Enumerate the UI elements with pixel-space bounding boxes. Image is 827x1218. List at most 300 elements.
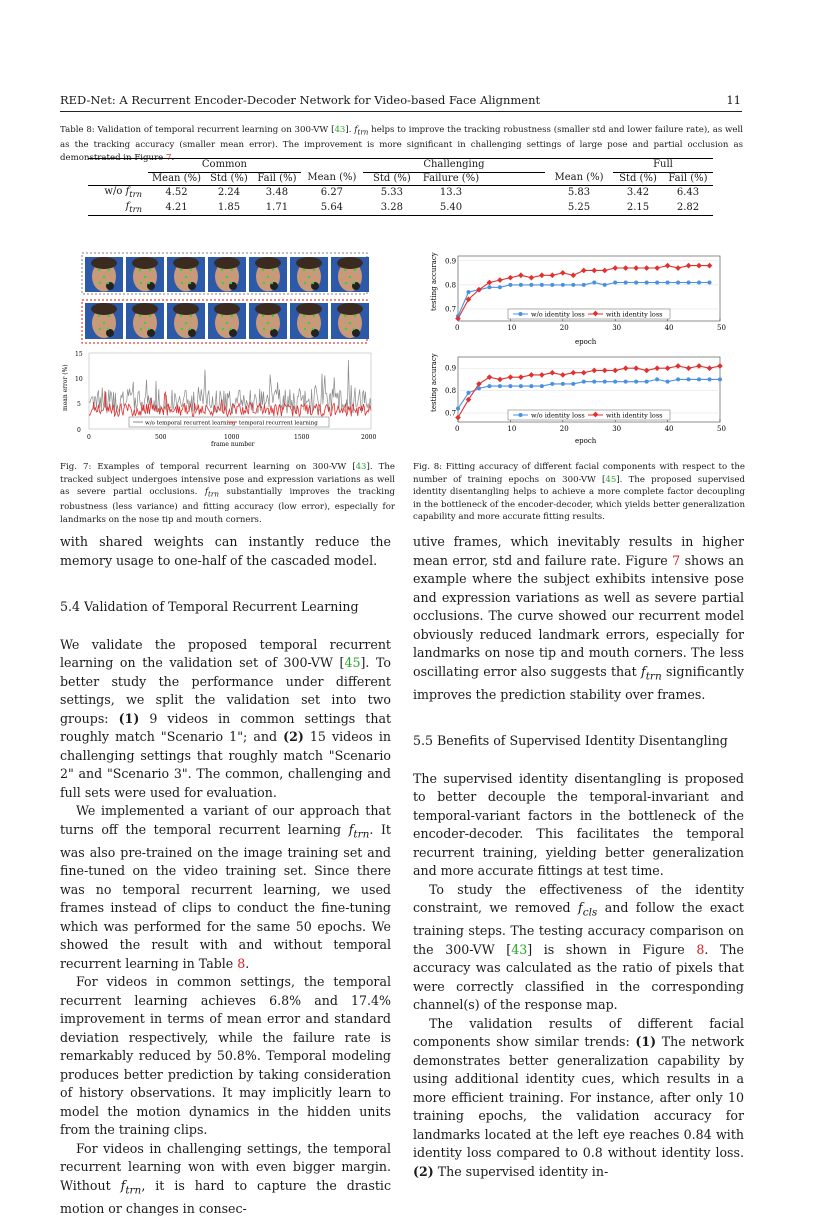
x-tick-label: 0: [87, 434, 91, 441]
legend-label: w/o identity loss: [531, 411, 585, 420]
citation-link[interactable]: 43: [334, 125, 346, 135]
table-cell: 5.25: [545, 201, 613, 216]
math-subscript: trn: [129, 203, 142, 214]
table-cell: 5.33: [380, 187, 404, 198]
text: We implemented a variant of our approach that turns off the temporal recurrent learning: [60, 803, 391, 837]
hair-shape: [255, 257, 281, 269]
data-point-wo-identity: [634, 380, 638, 384]
bold-text: (1): [118, 710, 140, 726]
landmark-point: [304, 328, 306, 330]
hair-shape: [132, 257, 158, 269]
landmark-point: [149, 315, 151, 317]
data-point-wo-identity: [592, 380, 596, 384]
landmark-point: [103, 276, 105, 278]
data-point-with-identity: [696, 263, 702, 269]
data-point-wo-identity: [655, 377, 659, 381]
data-point-with-identity: [644, 368, 650, 374]
data-point-wo-identity: [550, 382, 554, 386]
legend-label: with identity loss: [606, 310, 663, 319]
figure-link[interactable]: 8: [696, 941, 705, 957]
data-point-with-identity: [591, 368, 597, 374]
hair-shape: [173, 257, 199, 269]
landmark-point: [267, 322, 269, 324]
data-point-with-identity: [612, 265, 618, 271]
data-point-wo-identity: [466, 290, 470, 294]
hair-shape: [255, 303, 281, 315]
data-point-with-identity: [539, 272, 545, 278]
landmark-point: [303, 315, 305, 317]
hair-shape: [296, 257, 322, 269]
landmark-point: [354, 269, 356, 271]
x-tick-label: 1000: [224, 434, 240, 441]
data-point-with-identity: [560, 270, 566, 276]
landmark-point: [189, 328, 191, 330]
text: utive frames, which inevitably results in higher mean error, std and failure rate. Figure: [413, 534, 744, 568]
column-header: Std (%): [205, 172, 253, 186]
landmark-point: [148, 328, 150, 330]
data-point-wo-identity: [529, 283, 533, 287]
landmark-point: [221, 269, 223, 271]
left-column: [60, 533, 391, 1218]
column-header: Std (%): [613, 172, 663, 186]
landmark-point: [303, 269, 305, 271]
landmark-point: [271, 328, 273, 330]
data-point-with-identity: [665, 365, 671, 371]
landmark-point: [144, 276, 146, 278]
landmark-point: [262, 269, 264, 271]
data-point-with-identity: [654, 265, 660, 271]
group-header: Common: [148, 159, 301, 173]
caption-text: .: [171, 152, 175, 163]
data-point-with-identity: [497, 377, 503, 383]
landmark-point: [354, 315, 356, 317]
data-point-with-identity: [570, 272, 576, 278]
data-point-with-identity: [497, 277, 503, 283]
data-point-wo-identity: [718, 377, 722, 381]
bold-text: (2): [283, 729, 304, 744]
table-link[interactable]: 8: [237, 955, 246, 971]
table-cell: 13.3: [439, 187, 463, 198]
y-tick-label: 0.7: [445, 305, 457, 314]
landmark-point: [262, 315, 264, 317]
data-point-wo-identity: [519, 283, 523, 287]
table-row: [88, 201, 713, 216]
legend-label: w/o temporal recurrent learning: [145, 420, 236, 427]
data-point-with-identity: [665, 263, 671, 269]
landmark-point: [107, 282, 109, 284]
landmark-point: [349, 276, 351, 278]
x-tick-label: 10: [507, 324, 517, 332]
landmark-point: [185, 322, 187, 324]
column-header: Fail (%): [663, 172, 713, 186]
landmark-point: [267, 276, 269, 278]
x-tick-label: 30: [612, 425, 622, 433]
microphone-shape: [270, 329, 278, 337]
legend-label: w/o identity loss: [531, 310, 585, 319]
microphone-shape: [147, 329, 155, 337]
data-point-with-identity: [570, 370, 576, 376]
data-point-wo-identity: [634, 280, 638, 284]
column-header: Mean (%): [148, 172, 205, 186]
data-point-with-identity: [529, 372, 535, 378]
math-symbol: f: [578, 900, 583, 916]
data-point-with-identity: [487, 374, 493, 380]
landmark-point: [99, 328, 101, 330]
landmark-point: [345, 328, 347, 330]
data-point-with-identity: [633, 365, 639, 371]
data-point-with-identity: [508, 374, 514, 380]
landmark-point: [263, 282, 265, 284]
fig8-figure: [425, 250, 735, 450]
x-axis-label: epoch: [575, 437, 597, 445]
landmark-point: [312, 282, 314, 284]
section-heading: 5.4 Validation of Temporal Recurrent Learning: [60, 599, 359, 614]
data-point-with-identity: [560, 372, 566, 378]
landmark-point: [304, 282, 306, 284]
table-cell: 2.24: [217, 187, 241, 198]
landmark-point: [144, 322, 146, 324]
y-tick-label: 0.7: [445, 409, 457, 418]
table-cell: 6.43: [676, 187, 700, 198]
y-tick-label: 0.9: [445, 364, 457, 373]
paragraph: [60, 802, 391, 973]
hair-shape: [91, 257, 117, 269]
data-point-wo-identity: [477, 386, 481, 390]
text: 9 videos in common settings that roughly match "Scenario 1"; and: [60, 710, 392, 744]
paragraph: For videos in common settings, the temporal recurrent learning achieves 6.8% and 17.4% improvement in terms of mean error and standard deviation respectively, while the failure rate is remarkably reduced by 50.8%. Temporal modeling produces better prediction by taking consideration of history observations. It may implicitly learn to model the motion dynamics in the hidden units from the training clips.: [60, 974, 391, 1138]
landmark-point: [98, 315, 100, 317]
data-point-with-identity: [455, 316, 461, 322]
hair-shape: [296, 303, 322, 315]
landmark-point: [180, 315, 182, 317]
math-subscript: trn: [645, 670, 662, 683]
data-point-wo-identity: [466, 391, 470, 395]
table-cell: 3.42: [626, 187, 650, 198]
math-symbol: f: [354, 125, 358, 135]
landmark-point: [181, 328, 183, 330]
column-header: Std (%): [363, 172, 421, 186]
data-point-wo-identity: [603, 380, 607, 384]
math-symbol: f: [641, 663, 646, 679]
data-point-wo-identity: [561, 283, 565, 287]
data-point-wo-identity: [540, 283, 544, 287]
figure-link[interactable]: 7: [672, 552, 681, 568]
landmark-point: [271, 282, 273, 284]
data-point-wo-identity: [571, 382, 575, 386]
table-cell: 5.40: [421, 201, 481, 216]
bold-text: (2): [413, 1163, 434, 1179]
landmark-point: [139, 269, 141, 271]
math-subscript: trn: [125, 1184, 142, 1197]
microphone-shape: [229, 329, 237, 337]
data-point-wo-identity: [708, 377, 712, 381]
face-thumbnails-recurrent: [85, 303, 369, 339]
data-point-wo-identity: [666, 380, 670, 384]
landmark-point: [180, 269, 182, 271]
caption-text: substantially improves the tracking robustness (less variance) and fitting accuracy (low error), especially for landmarks on the nose tip and mouth corners.: [60, 487, 395, 525]
table-group-row: [88, 159, 713, 173]
text: and follow the exact training steps. The testing accuracy comparison on the 300-VW [: [413, 900, 744, 957]
right-column: [413, 533, 744, 1181]
data-point-with-identity: [686, 263, 692, 269]
paragraph: The supervised identity disentangling is proposed to better decouple the temporal-invariant and temporal-variant factors in the bottleneck of the encoder-decoder. This facilitates the temporal recurrent training, yielding better generalization and more accurate fittings at test time.: [413, 770, 744, 879]
caption-text: Table 8: Validation of temporal recurrent learning on 300-VW [: [60, 125, 335, 135]
hair-shape: [173, 303, 199, 315]
citation-link[interactable]: 45: [344, 655, 361, 670]
landmark-point: [222, 328, 224, 330]
math-subscript: trn: [357, 127, 369, 137]
table-cell: 2.15: [613, 201, 663, 216]
fig8-top-chart: [430, 252, 726, 346]
data-point-wo-identity: [603, 283, 607, 287]
x-tick-label: 500: [155, 434, 167, 441]
data-point-with-identity: [518, 374, 524, 380]
text: significantly improves the prediction stability over frames.: [413, 663, 744, 702]
table-cell: 2.82: [663, 201, 713, 216]
data-point-with-identity: [539, 372, 545, 378]
legend-marker: [519, 413, 523, 417]
text: ]. To better study the performance under different settings, we split the validation set into two groups:: [60, 655, 391, 726]
data-point-wo-identity: [508, 283, 512, 287]
fig7-plot: [62, 351, 376, 448]
landmark-point: [263, 328, 265, 330]
landmark-point: [272, 269, 274, 271]
data-point-with-identity: [707, 365, 713, 371]
math-symbol: f: [204, 487, 209, 497]
caption-text: ]. The tracked subject undergoes intensive pose and expression variations as well as severe partial occlusions.: [60, 462, 395, 497]
x-tick-label: 40: [664, 324, 674, 332]
data-point-wo-identity: [529, 384, 533, 388]
table-cell: 3.28: [363, 201, 421, 216]
data-point-with-identity: [612, 368, 618, 374]
paragraph: [413, 533, 744, 704]
data-point-with-identity: [675, 265, 681, 271]
x-tick-label: 10: [507, 425, 517, 433]
landmark-point: [222, 282, 224, 284]
fig7-figure: [58, 250, 388, 450]
y-tick-label: 0.8: [445, 281, 457, 290]
data-point-wo-identity: [519, 384, 523, 388]
math-subscript: trn: [353, 828, 370, 841]
landmark-point: [345, 282, 347, 284]
fig8-caption: [413, 461, 745, 524]
math-symbol: f: [120, 1177, 126, 1193]
text: To study the effectiveness of the identity constraint, we removed: [413, 881, 744, 916]
data-point-wo-identity: [540, 384, 544, 388]
running-title: RED-Net: A Recurrent Encoder-Decoder Network for Video-based Face Alignment: [60, 93, 541, 107]
data-point-with-identity: [675, 363, 681, 369]
table-cell: 3.48: [265, 187, 289, 198]
landmark-point: [149, 269, 151, 271]
landmark-point: [181, 282, 183, 284]
x-tick-label: 2000: [361, 434, 377, 441]
table-cell: 4.21: [148, 201, 205, 216]
table-cell: 1.85: [205, 201, 253, 216]
face-thumbnails-baseline: [85, 257, 369, 292]
text: The supervised identity in-: [433, 1163, 609, 1179]
citation-link[interactable]: 45: [605, 474, 617, 485]
landmark-point: [308, 322, 310, 324]
landmark-point: [190, 269, 192, 271]
header-rule: [60, 111, 742, 112]
y-tick-label: 0.9: [445, 257, 457, 266]
text: The validation results of different facial components show similar trends:: [413, 1015, 744, 1050]
text: .: [245, 955, 250, 971]
data-point-wo-identity: [655, 280, 659, 284]
landmark-point: [344, 315, 346, 317]
data-point-with-identity: [696, 363, 702, 369]
math-symbol: f: [348, 821, 354, 837]
data-point-with-identity: [549, 370, 555, 376]
citation-link[interactable]: 43: [511, 941, 528, 957]
text: We validate the proposed temporal recurrent learning on the validation set of 300-VW [: [60, 636, 391, 670]
math-subscript: cls: [582, 906, 598, 919]
column-header: Fail (%): [253, 172, 301, 186]
hair-shape: [337, 303, 363, 315]
math-subscript: trn: [208, 489, 219, 499]
paragraph: [60, 1140, 391, 1218]
data-point-wo-identity: [676, 280, 680, 284]
math-symbol: f: [125, 200, 130, 212]
x-tick-label: 20: [559, 425, 569, 433]
data-point-wo-identity: [561, 382, 565, 386]
landmark-point: [107, 328, 109, 330]
x-axis-label: epoch: [575, 338, 597, 346]
hair-shape: [337, 257, 363, 269]
landmark-point: [140, 282, 142, 284]
data-point-wo-identity: [456, 407, 460, 411]
landmark-point: [221, 315, 223, 317]
table-cell: 6.27: [320, 187, 344, 198]
x-tick-label: 0: [455, 425, 460, 433]
page-number: 11: [726, 93, 741, 107]
data-point-wo-identity: [645, 380, 649, 384]
landmark-point: [190, 315, 192, 317]
paragraph: [60, 636, 391, 803]
column-header: Failure (%): [422, 172, 480, 184]
data-point-wo-identity: [687, 280, 691, 284]
table-cell: 5.83: [567, 187, 591, 198]
landmark-point: [185, 276, 187, 278]
data-point-wo-identity: [624, 380, 628, 384]
data-point-wo-identity: [582, 380, 586, 384]
data-point-with-identity: [602, 368, 608, 374]
data-point-with-identity: [529, 275, 535, 281]
landmark-point: [189, 282, 191, 284]
y-tick-label: 15: [75, 351, 83, 358]
data-point-wo-identity: [666, 280, 670, 284]
microphone-shape: [106, 329, 114, 337]
landmark-point: [230, 282, 232, 284]
data-point-with-identity: [518, 272, 524, 278]
y-axis-label: testing accuracy: [430, 353, 438, 412]
column-header: Mean (%): [301, 172, 363, 186]
x-tick-label: 30: [612, 324, 622, 332]
table-cell: 5.64: [301, 201, 363, 216]
hair-shape: [214, 303, 240, 315]
y-axis-label: mean error (%): [62, 364, 69, 411]
figure-link[interactable]: 7: [166, 152, 172, 163]
data-point-wo-identity: [708, 280, 712, 284]
text: shows an example where the subject exhibits intensive pose and expression variations as well as severe partial occlusions. The curve showed our recurrent model obviously reduced landmark errors, especially for landmarks on nose tip and mouth corners. The less oscillating error also suggests that: [413, 552, 744, 679]
text: 15 videos in challenging settings that roughly match "Scenario 2" and "Scenario 3". The common, challenging and full sets were used for evaluation.: [60, 729, 391, 800]
row-label-text: w/o: [104, 186, 126, 197]
group-header: Full: [613, 159, 713, 173]
data-point-with-identity: [654, 365, 660, 371]
text: . It was also pre-trained on the image training set and fine-tuned on the video training set. Since there was no temporal recurrent learning, we used frames instead of clips to conduct the fine-tuning which was performed for the same 50 epochs. We showed the result with and without temporal recurrent learning in Table: [60, 821, 391, 971]
y-tick-label: 0: [77, 427, 81, 434]
landmark-point: [231, 315, 233, 317]
landmark-point: [231, 269, 233, 271]
data-point-wo-identity: [687, 377, 691, 381]
landmark-point: [272, 315, 274, 317]
citation-link[interactable]: 43: [355, 462, 367, 472]
data-point-with-identity: [686, 365, 692, 371]
data-point-with-identity: [581, 268, 587, 274]
data-point-with-identity: [623, 365, 629, 371]
microphone-shape: [188, 329, 196, 337]
data-point-wo-identity: [498, 384, 502, 388]
table8: [88, 158, 713, 216]
hair-shape: [214, 257, 240, 269]
paragraph: with shared weights can instantly reduce the memory usage to one-half of the cascaded model.: [60, 534, 391, 568]
section-heading: 5.5 Benefits of Supervised Identity Disentangling: [413, 733, 728, 749]
text: For videos in challenging settings, the temporal recurrent learning won with even bigger margin. Without: [60, 1140, 391, 1193]
data-point-wo-identity: [592, 280, 596, 284]
x-tick-label: 50: [717, 425, 726, 433]
landmark-point: [98, 269, 100, 271]
landmark-point: [108, 269, 110, 271]
caption-text: Fig. 7: Examples of temporal recurrent learning on 300-VW [: [60, 462, 356, 472]
data-point-wo-identity: [624, 280, 628, 284]
fig8-bottom-chart: [430, 353, 726, 445]
landmark-point: [349, 322, 351, 324]
landmark-point: [230, 328, 232, 330]
data-point-wo-identity: [613, 380, 617, 384]
data-point-wo-identity: [487, 384, 491, 388]
table-cell: 4.52: [165, 187, 188, 198]
data-point-wo-identity: [508, 384, 512, 388]
x-tick-label: 0: [455, 324, 460, 332]
data-point-wo-identity: [645, 280, 649, 284]
data-point-with-identity: [591, 268, 597, 274]
landmark-point: [139, 315, 141, 317]
landmark-point: [353, 282, 355, 284]
landmark-point: [353, 328, 355, 330]
group-header: Challenging: [363, 159, 545, 173]
data-point-with-identity: [549, 272, 555, 278]
legend-label: temporal recurrent learning: [239, 420, 318, 427]
text: ] is shown in Figure: [527, 941, 697, 957]
y-tick-label: 10: [75, 376, 83, 383]
landmark-point: [313, 315, 315, 317]
caption-text: ]. The proposed supervised identity disentangling helps to achieve a more complete factor decoupling in the bottleneck of the encoder-decoder, which yields better generalization capability and more accurate fitting results.: [413, 474, 745, 522]
data-point-with-identity: [644, 265, 650, 271]
landmark-point: [312, 328, 314, 330]
data-point-wo-identity: [487, 285, 491, 289]
x-tick-label: 20: [559, 324, 569, 332]
landmark-point: [103, 322, 105, 324]
data-point-wo-identity: [550, 283, 554, 287]
landmark-point: [313, 269, 315, 271]
x-tick-label: 40: [664, 425, 674, 433]
landmark-point: [99, 282, 101, 284]
data-point-with-identity: [602, 268, 608, 274]
table-row: [88, 186, 713, 201]
data-point-wo-identity: [613, 280, 617, 284]
microphone-shape: [352, 329, 360, 337]
data-point-with-identity: [623, 265, 629, 271]
